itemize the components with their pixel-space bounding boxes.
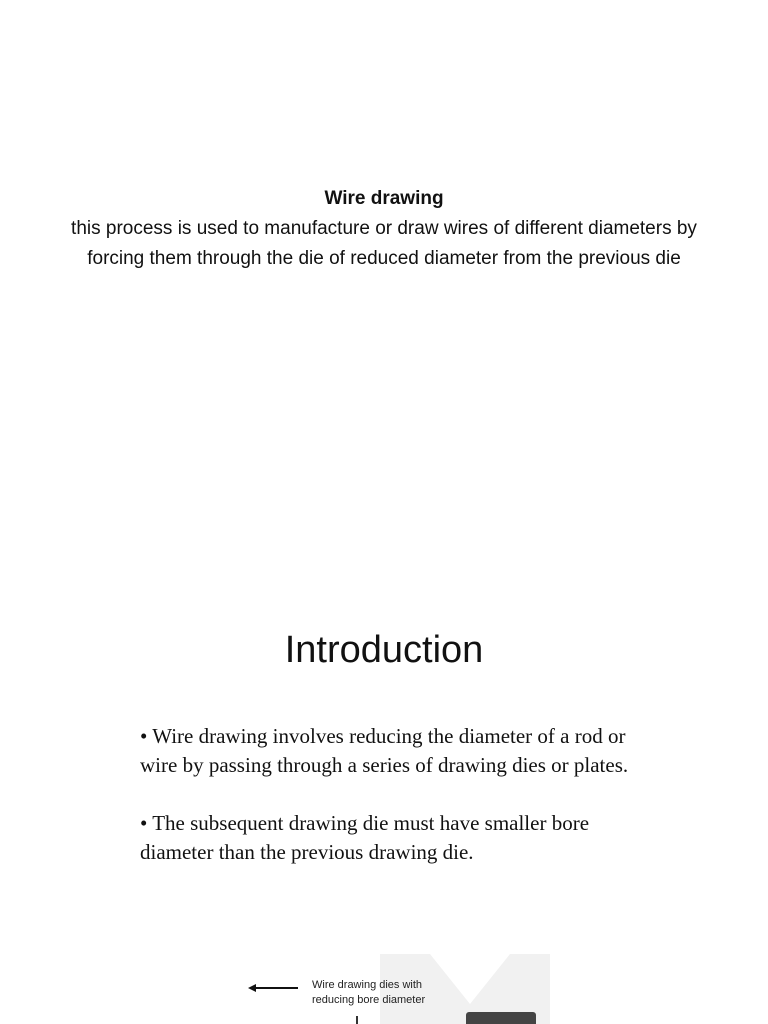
caption-line: reducing bore diameter <box>312 994 426 1006</box>
diagram-caption <box>312 978 492 1008</box>
bullet-item: • Wire drawing involves reducing the diameter of a rod or wire by passing through a series of drawing dies or plates. <box>140 724 629 777</box>
bullet-item: • The subsequent drawing die must have smaller bore diameter than the previous drawing die. <box>140 811 590 864</box>
slide-introduction <box>0 512 768 1024</box>
slide-description: this process is used to manufacture or draw wires of different diameters by forcing them through the die of reduced diameter from the previous die <box>71 218 697 269</box>
drawing-die <box>466 1012 536 1024</box>
slide-title: Introduction <box>284 629 484 671</box>
slide-title: Wire drawing <box>324 188 444 209</box>
wire-stem <box>356 1016 358 1024</box>
arrow-left-icon <box>248 982 298 994</box>
caption-line: Wire drawing dies with <box>312 979 423 991</box>
bullet-list <box>140 722 640 896</box>
wire-drawing-diagram <box>180 942 600 1024</box>
